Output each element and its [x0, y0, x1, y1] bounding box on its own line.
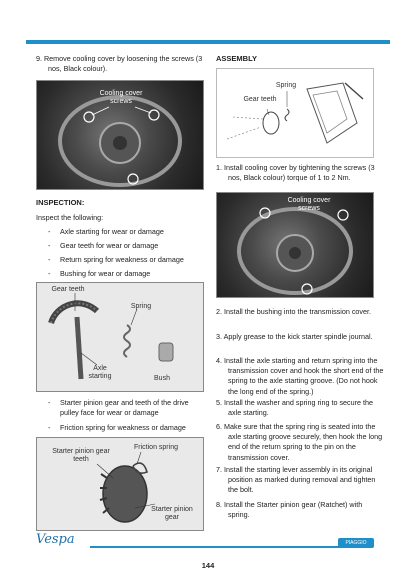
- inspect-item: Friction spring for weakness or damage: [60, 423, 186, 432]
- inspect-intro: Inspect the following:: [36, 213, 104, 222]
- photo2-label-spring: Spring: [130, 303, 152, 310]
- inspect-item: Bushing for wear or damage: [60, 269, 151, 278]
- photo4-label: Cooling cover screws: [287, 197, 331, 212]
- parts-photo: [36, 282, 204, 392]
- bullet-dash: -: [48, 423, 51, 432]
- diagram-label-gear-teeth: Gear teeth: [243, 96, 277, 103]
- piaggio-badge: PIAGGIO: [338, 538, 374, 548]
- cooling-cover-photo-removal: [36, 80, 204, 190]
- inspection-heading: INSPECTION:: [36, 198, 85, 207]
- step-text: 2. Install the bushing into the transmission cover.: [216, 307, 372, 316]
- photo3-label-pinion-gear: Starter pinion gear: [151, 506, 193, 521]
- bullet-dash: -: [48, 227, 51, 236]
- inspect-item: Starter pinion gear and teeth of the drive pulley face for wear or damage: [60, 398, 189, 418]
- assembly-heading: ASSEMBLY: [216, 54, 257, 63]
- photo2-label-axle: Axle starting: [88, 365, 112, 380]
- bullet-dash: -: [48, 398, 51, 407]
- photo3-label-pinion-teeth: Starter pinion gear teeth: [52, 448, 110, 463]
- photo1-label: Cooling cover screws: [99, 90, 143, 105]
- inspect-item: Gear teeth for wear or damage: [60, 241, 159, 250]
- step-text: 4. Install the axle starting and return spring into the transmission cover and hook the short end of the spring to the axle starting groove. (Do not hook the long end of the spring.): [216, 356, 384, 396]
- bullet-dash: -: [48, 255, 51, 264]
- bullet-dash: -: [48, 269, 51, 278]
- step-text: 5. Install the washer and spring ring to secure the axle starting.: [216, 398, 374, 418]
- bullet-dash: -: [48, 241, 51, 250]
- photo2-label-bush: Bush: [154, 375, 170, 382]
- vespa-logo: Vespa: [36, 532, 75, 547]
- step-text: 3. Apply grease to the kick starter spindle journal.: [216, 332, 373, 341]
- inspect-item: Axle starting for wear or damage: [60, 227, 164, 236]
- assembly-diagram: [216, 68, 374, 158]
- top-accent-bar: [26, 40, 390, 44]
- cooling-cover-photo-install: [216, 192, 374, 298]
- photo3-label-friction-spring: Friction spring: [134, 444, 178, 451]
- photo2-label-gear-teeth: Gear teeth: [51, 286, 85, 293]
- step-9-text: 9. Remove cooling cover by loosening the screws (3 nos, Black colour).: [36, 54, 203, 74]
- diagram-label-spring: Spring: [275, 82, 297, 89]
- parts-sketch: [37, 283, 203, 391]
- step-text: 8. Install the Starter pinion gear (Ratchet) with spring.: [216, 500, 363, 520]
- step-1-text: 1. Install cooling cover by tightening the screws (3 nos, Black colour) torque of 1 to 2 Nm.: [216, 163, 375, 183]
- inspect-item: Return spring for weakness or damage: [60, 255, 184, 264]
- bottom-accent-bar: [90, 546, 354, 548]
- page-number: 144: [201, 561, 215, 570]
- step-text: 6. Make sure that the spring ring is seated into the axle starting groove securely, then hook the long end of the return spring to the pin on the transmission cover.: [216, 422, 383, 462]
- step-text: 7. Install the starting lever assembly in its original position as marked during removal and tighten the bolt.: [216, 465, 376, 495]
- pinion-gear-photo: [36, 437, 204, 531]
